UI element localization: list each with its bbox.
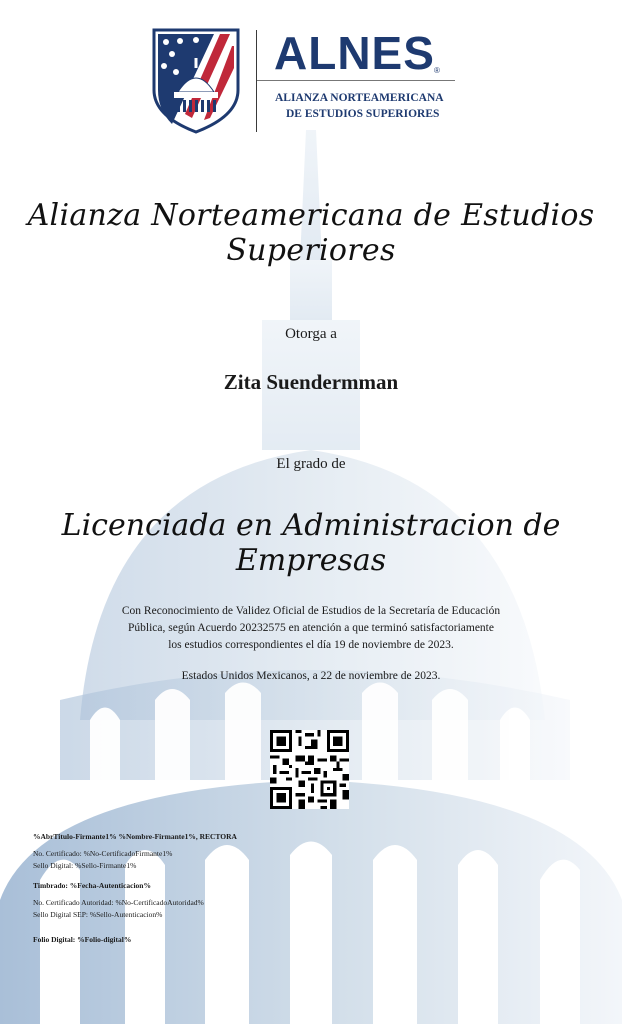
recognition-paragraph xyxy=(0,603,622,654)
degree-script-title: Licenciada en Administracion de Empresas xyxy=(61,508,561,578)
signer-line: %AbrTitulo-Firmante1% %Nombre-Firmante1%, RECTORA xyxy=(33,832,237,841)
logo-divider xyxy=(256,30,257,132)
grants-label: Otorga a xyxy=(285,326,337,342)
brand-name: ALNES xyxy=(274,27,435,79)
authority-certificate: No. Certificado Autoridad: %No-CertificadoAutoridad% xyxy=(33,898,204,907)
qr-code-icon[interactable] xyxy=(270,730,349,809)
recipient-name: Zita Suendermman xyxy=(223,370,399,394)
signer-digital-seal: Sello Digital: %Sello-Firmante1% xyxy=(33,861,137,870)
capitol-flag-shield-icon xyxy=(152,28,240,134)
recognition-line: los estudios correspondientes el día 19 de noviembre de 2023. xyxy=(168,639,454,651)
logo-subtitle-line2: DE ESTUDIOS SUPERIORES xyxy=(286,108,440,120)
stamp-line: Timbrado: %Fecha-Autenticacion% xyxy=(33,881,151,890)
logo-subtitle-line1: ALIANZA NORTEAMERICANA xyxy=(275,92,444,104)
registered-mark: ® xyxy=(434,66,440,75)
signer-certificate: No. Certificado: %No-CertificadoFirmante1% xyxy=(33,849,173,858)
place-date: Estados Unidos Mexicanos, a 22 de noviembre de 2023. xyxy=(181,670,441,682)
sep-digital-seal: Sello Digital SEP: %Sello-Autenticacion% xyxy=(33,910,163,919)
logo-rule xyxy=(257,80,455,81)
alnes-logo xyxy=(152,28,462,134)
recognition-line: Con Reconocimiento de Validez Oficial de Estudios de la Secretaría de Educación xyxy=(121,605,501,617)
institution-script-title: Alianza Norteamericana de Estudios Superiores xyxy=(27,198,595,268)
digital-folio: Folio Digital: %Folio-digital% xyxy=(33,935,132,944)
degree-label: El grado de xyxy=(276,456,346,472)
recognition-line: Pública, según Acuerdo 20232575 en atención a que terminó satisfactoriamente xyxy=(128,622,494,634)
